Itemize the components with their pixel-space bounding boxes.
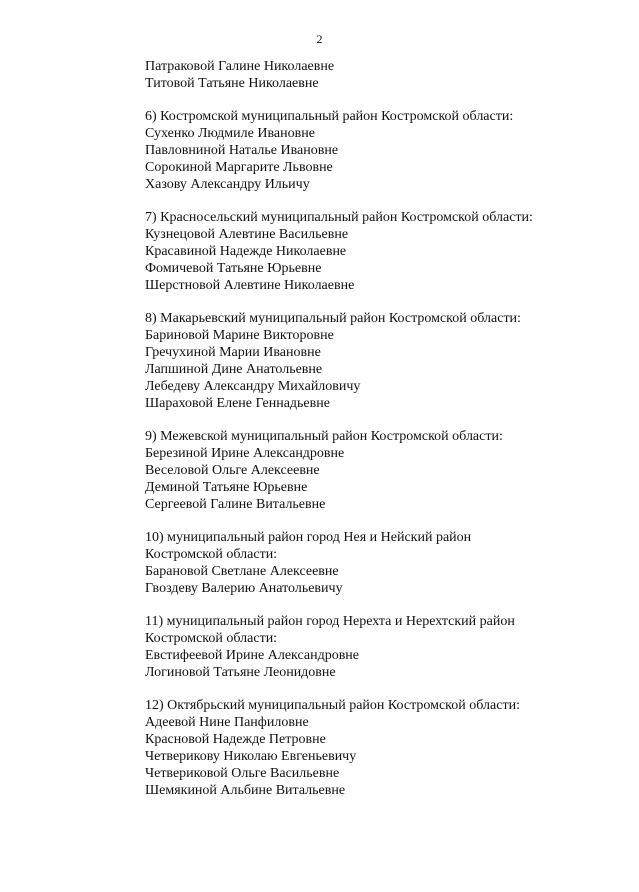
person-name: Лебедеву Александру Михайловичу <box>145 379 361 394</box>
person-name: Лапшиной Дине Анатольевне <box>145 362 323 377</box>
section-spacer <box>145 412 615 428</box>
section-spacer <box>145 193 615 209</box>
section-spacer <box>145 513 615 529</box>
section-heading: 12) Октябрьский муниципальный район Костромской области: <box>145 698 520 713</box>
person-name: Гвоздеву Валерию Анатольевичу <box>145 581 343 596</box>
section-spacer <box>145 597 615 613</box>
section-spacer <box>145 92 615 108</box>
person-name: Красновой Надежде Петровне <box>145 732 326 747</box>
section-heading: 6) Костромской муниципальный район Костромской области: <box>145 109 514 124</box>
person-name: Логиновой Татьяне Леонидовне <box>145 665 336 680</box>
person-name: Шараховой Елене Геннадьевне <box>145 396 330 411</box>
person-name: Веселовой Ольге Алексеевне <box>145 463 320 478</box>
page-number: 2 <box>316 32 323 46</box>
person-name: Сорокиной Маргарите Львовне <box>145 160 333 175</box>
person-name: Адеевой Нине Панфиловне <box>145 715 309 730</box>
person-name: Кузнецовой Алевтине Васильевне <box>145 227 349 242</box>
person-name: Гречухиной Марии Ивановне <box>145 345 321 360</box>
person-name: Шерстновой Алевтине Николаевне <box>145 278 355 293</box>
person-name: Хазову Александру Ильичу <box>145 177 310 192</box>
person-name: Титовой Татьяне Николаевне <box>145 76 319 91</box>
person-name: Шемякиной Альбине Витальевне <box>145 783 346 798</box>
person-name: Патраковой Галине Николаевне <box>145 59 335 74</box>
person-name: Бариновой Марине Викторовне <box>145 328 334 343</box>
person-name: Сергеевой Галине Витальевне <box>145 497 326 512</box>
person-name: Евстифеевой Ирине Александровне <box>145 648 360 663</box>
section-heading: 9) Межевской муниципальный район Костромской области: <box>145 429 503 444</box>
person-name: Деминой Татьяне Юрьевне <box>145 480 308 495</box>
person-name: Павловниной Наталье Ивановне <box>145 143 339 158</box>
section-heading: 10) муниципальный район город Нея и Нейский район <box>145 530 472 545</box>
document-body <box>145 58 615 799</box>
section-spacer <box>145 681 615 697</box>
person-name: Красавиной Надежде Николаевне <box>145 244 347 259</box>
section-heading: Костромской области: <box>145 631 278 646</box>
person-name: Барановой Светлане Алексеевне <box>145 564 339 579</box>
person-name: Четверикову Николаю Евгеньевичу <box>145 749 357 764</box>
section-heading: 7) Красносельский муниципальный район Костромской области: <box>145 210 533 225</box>
section-heading: 11) муниципальный район город Нерехта и Нерехтский район <box>145 614 515 629</box>
person-name: Березиной Ирине Александровне <box>145 446 345 461</box>
section-spacer <box>145 294 615 310</box>
person-name: Фомичевой Татьяне Юрьевне <box>145 261 322 276</box>
person-name: Четвериковой Ольге Васильевне <box>145 766 340 781</box>
person-name: Сухенко Людмиле Ивановне <box>145 126 315 141</box>
section-heading: 8) Макарьевский муниципальный район Костромской области: <box>145 311 521 326</box>
section-heading: Костромской области: <box>145 547 278 562</box>
